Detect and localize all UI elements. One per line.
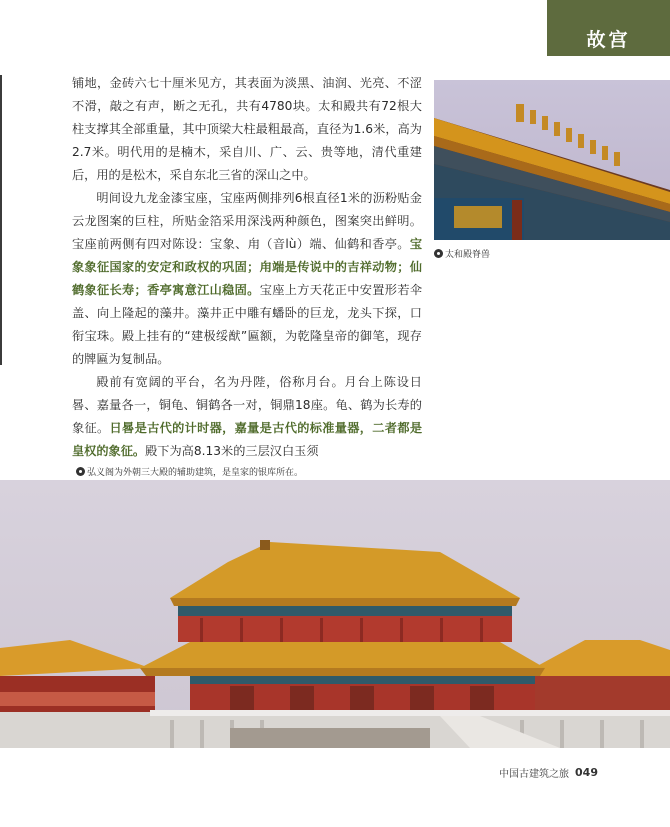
camera-icon	[76, 467, 85, 476]
roof-caption-text: 太和殿脊兽	[445, 250, 491, 260]
paragraph-3-text-end: 殿下为高8.13米的三层汉白玉须	[145, 444, 319, 458]
margin-rule	[0, 75, 2, 365]
page-footer	[499, 765, 598, 780]
hall-photo-caption	[76, 465, 303, 478]
paragraph-3-text: 殿前有宽阔的平台，名为丹陛，俗称月台。月台上陈设日晷、嘉量各一，铜龟、铜鹤各一对，铜鼎18座。龟、鹤为长寿的象征。	[72, 375, 422, 435]
roof-ridge-photo	[434, 80, 670, 240]
page-number: 049	[575, 766, 598, 779]
paragraph-3-highlight: 日晷是古代的计时器，嘉量是古代的标准量器，二者都是皇权的象征。	[72, 421, 423, 458]
paragraph-1: 铺地，金砖六七十厘米见方，其表面为淡黑、油润、光亮、不涩不滑，敲之有声，断之无孔，共有4780块。太和殿共有72根大柱支撑其全部重量，其中顶梁大柱最粗最高，直径为1.6米，高为2.7米。明代用的是楠木，采自川、广、云、贵等地，清代重建后，用的是松木，采自东北三省的深山之中。	[72, 76, 422, 182]
paragraph-2-text: 明间设九龙金漆宝座，宝座两侧排列6根直径1米的沥粉贴金云龙图案的巨柱，所贴金箔采用深浅两种颜色，图案突出鲜明。宝座前两侧有四对陈设：宝象、甪（音lù）端、仙鹤和香亭。	[72, 191, 422, 251]
paragraph-3	[72, 371, 422, 463]
section-title: 故宫	[586, 28, 631, 51]
paragraph-2	[72, 187, 422, 371]
camera-icon	[434, 249, 443, 258]
body-text	[72, 72, 422, 463]
hall-caption-text: 弘义阁为外朝三大殿的辅助建筑，是皇家的银库所在。	[87, 468, 304, 478]
section-tab	[547, 0, 670, 56]
book-title: 中国古建筑之旅	[499, 769, 570, 780]
hall-photo	[0, 480, 670, 748]
roof-photo-caption	[434, 247, 490, 260]
paragraph-2-text-end: 宝座上方天花正中安置形若伞盖、向上隆起的藻井。藻井正中雕有蟠卧的巨龙，龙头下探，口衔宝珠。殿上挂有的“建极绥猷”匾额，为乾隆皇帝的御笔，现存的牌匾为复制品。	[72, 283, 423, 366]
paragraph-2-highlight: 宝象象征国家的安定和政权的巩固；甪端是传说中的吉祥动物；仙鹤象征长寿；香亭寓意江山稳固。	[72, 237, 422, 297]
